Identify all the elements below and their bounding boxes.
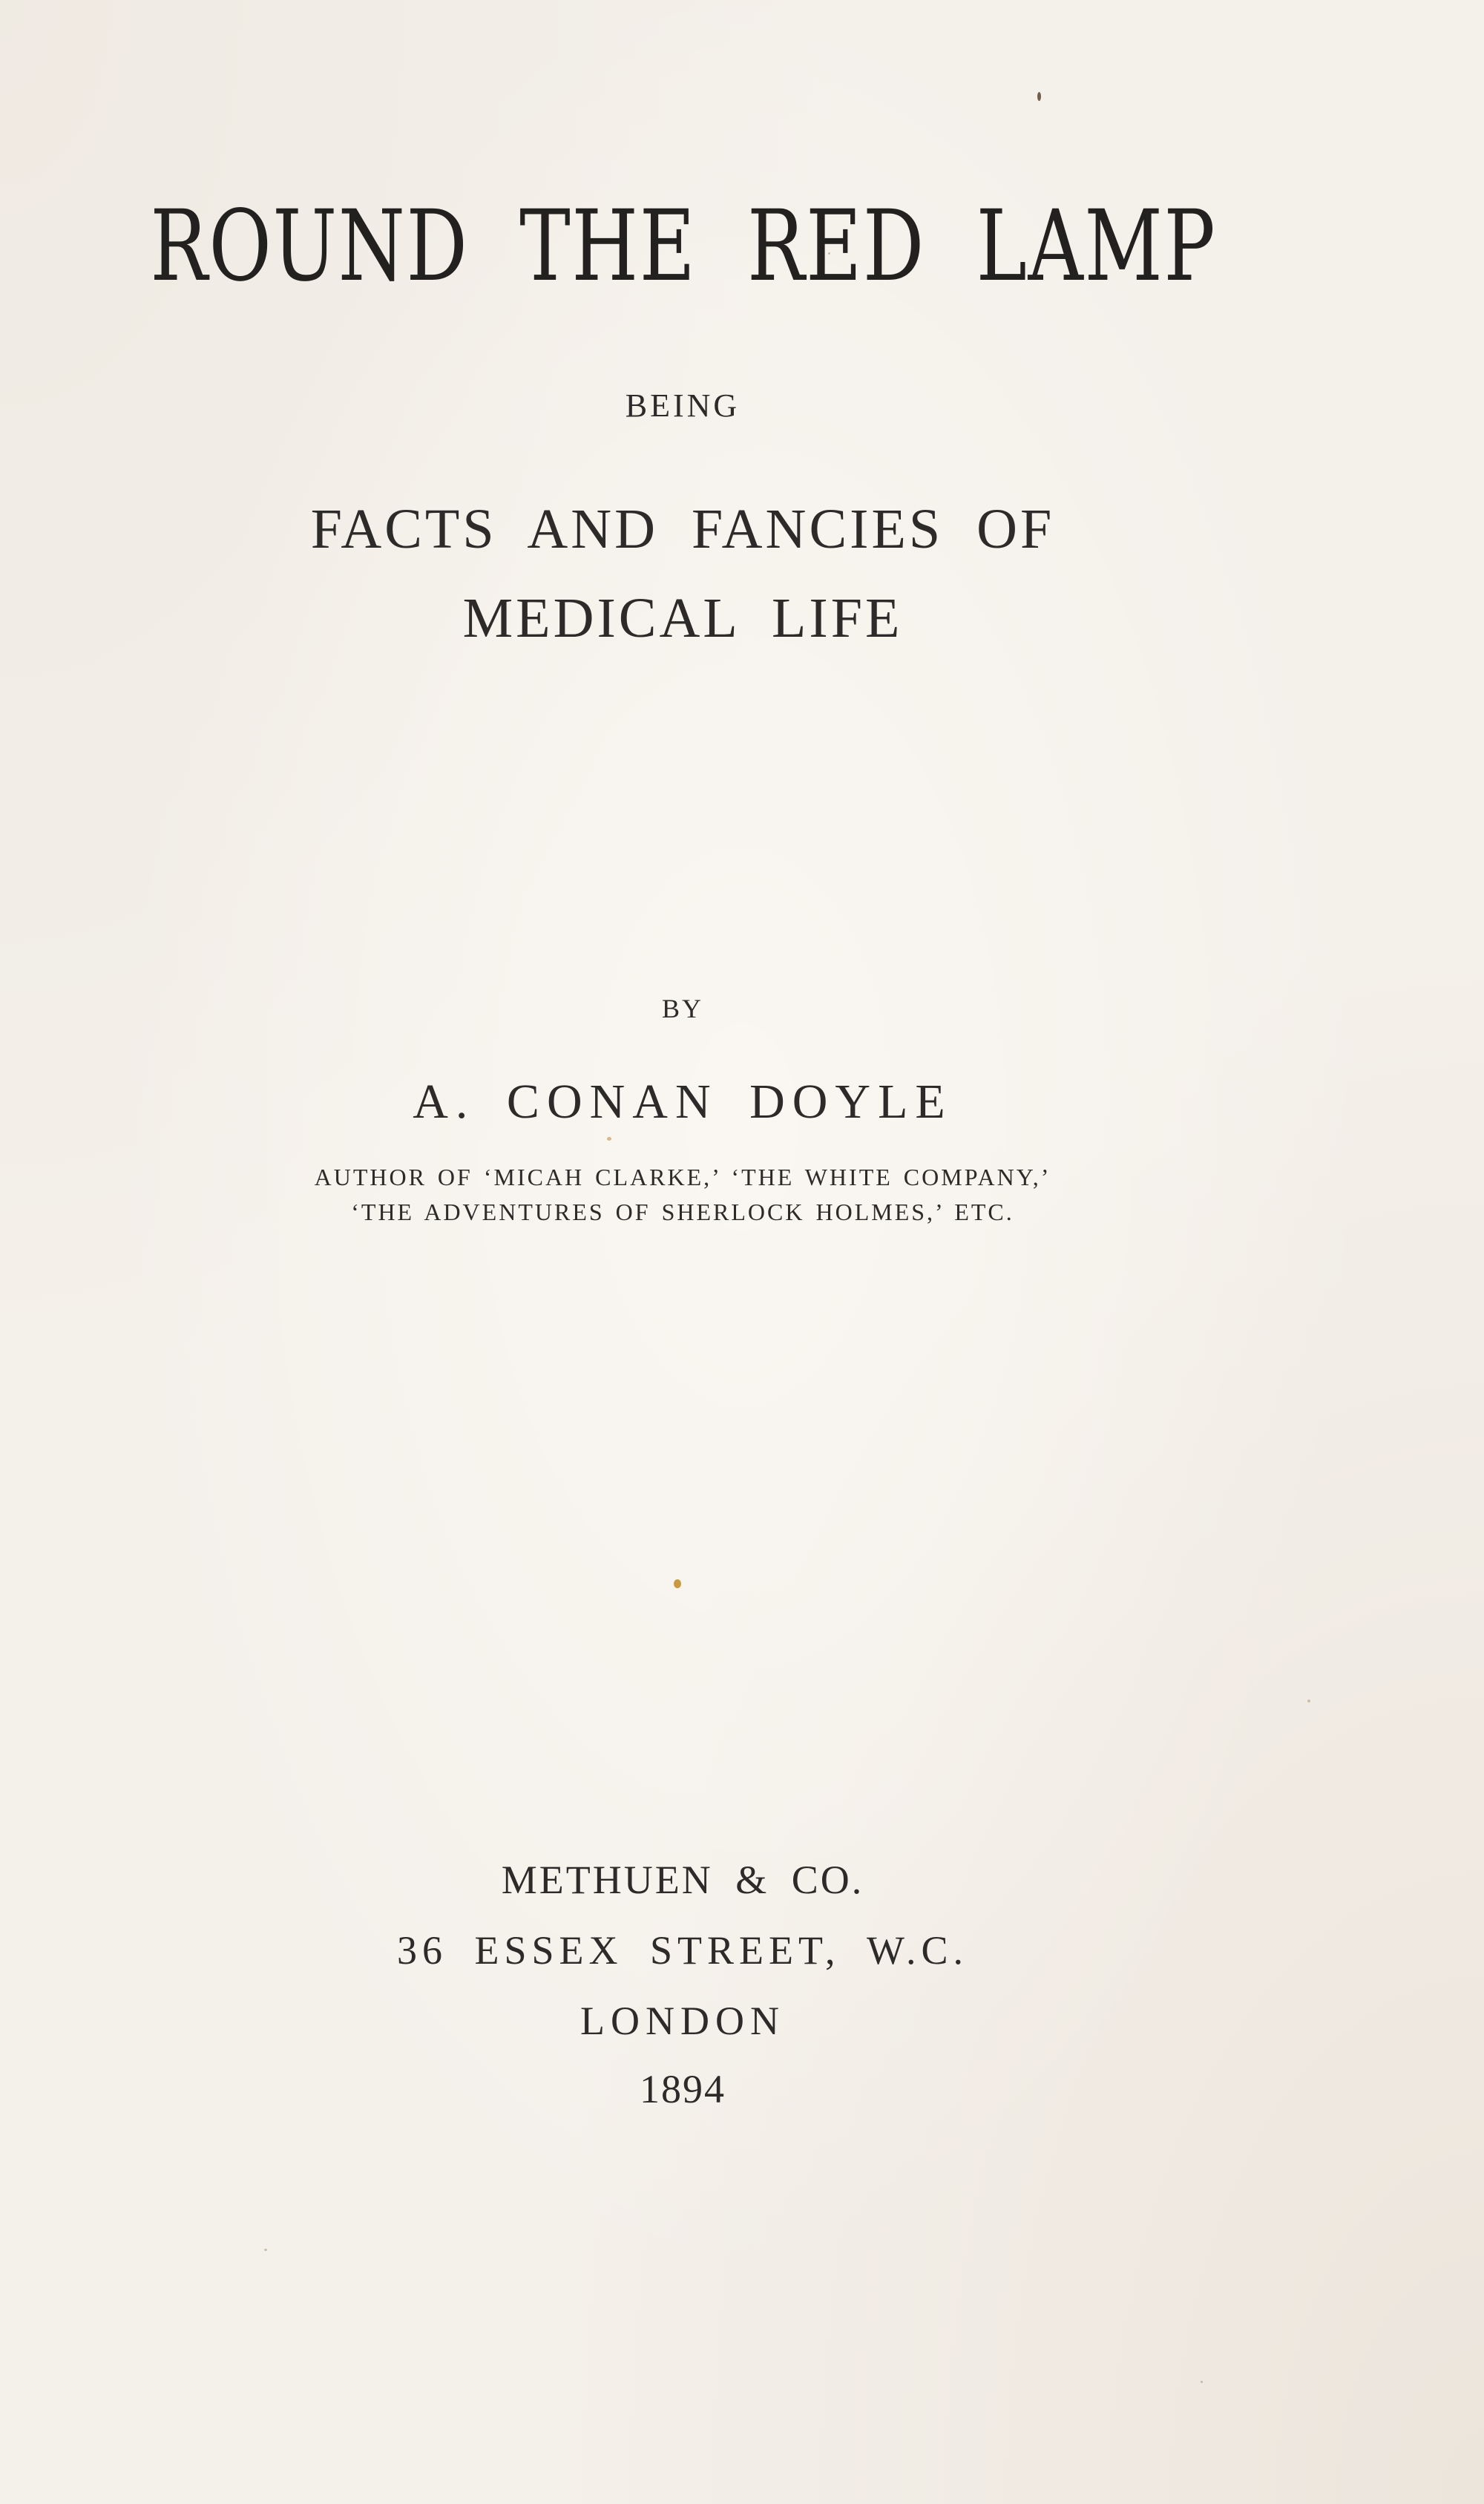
publisher-name: METHUEN & CO. [501, 1858, 864, 1902]
publication-year: 1894 [640, 2067, 726, 2111]
subtitle-line-1: FACTS AND FANCIES OF [310, 498, 1055, 560]
subtitle-line-2: MEDICAL LIFE [462, 587, 903, 649]
paper-speck [1201, 2381, 1203, 2383]
paper-speck [1307, 1700, 1310, 1702]
by-label: BY [661, 994, 703, 1023]
author-name: A. CONAN DOYLE [413, 1075, 953, 1129]
being-label: BEING [625, 387, 741, 424]
foxing-speck [674, 1579, 681, 1588]
book-title: ROUND THE RED LAMP [150, 189, 1217, 304]
publisher-city: LONDON [580, 1999, 785, 2043]
author-works-line-2: ‘THE ADVENTURES OF SHERLOCK HOLMES,’ ETC. [351, 1199, 1014, 1225]
paper-speck [264, 2249, 267, 2251]
ink-speck [1037, 92, 1041, 101]
foxing-speck [607, 1137, 611, 1141]
author-works-line-1: AUTHOR OF ‘MICAH CLARKE,’ ‘THE WHITE COMPANY,’ [314, 1164, 1051, 1190]
publisher-address: 36 ESSEX STREET, W.C. [396, 1928, 969, 1973]
